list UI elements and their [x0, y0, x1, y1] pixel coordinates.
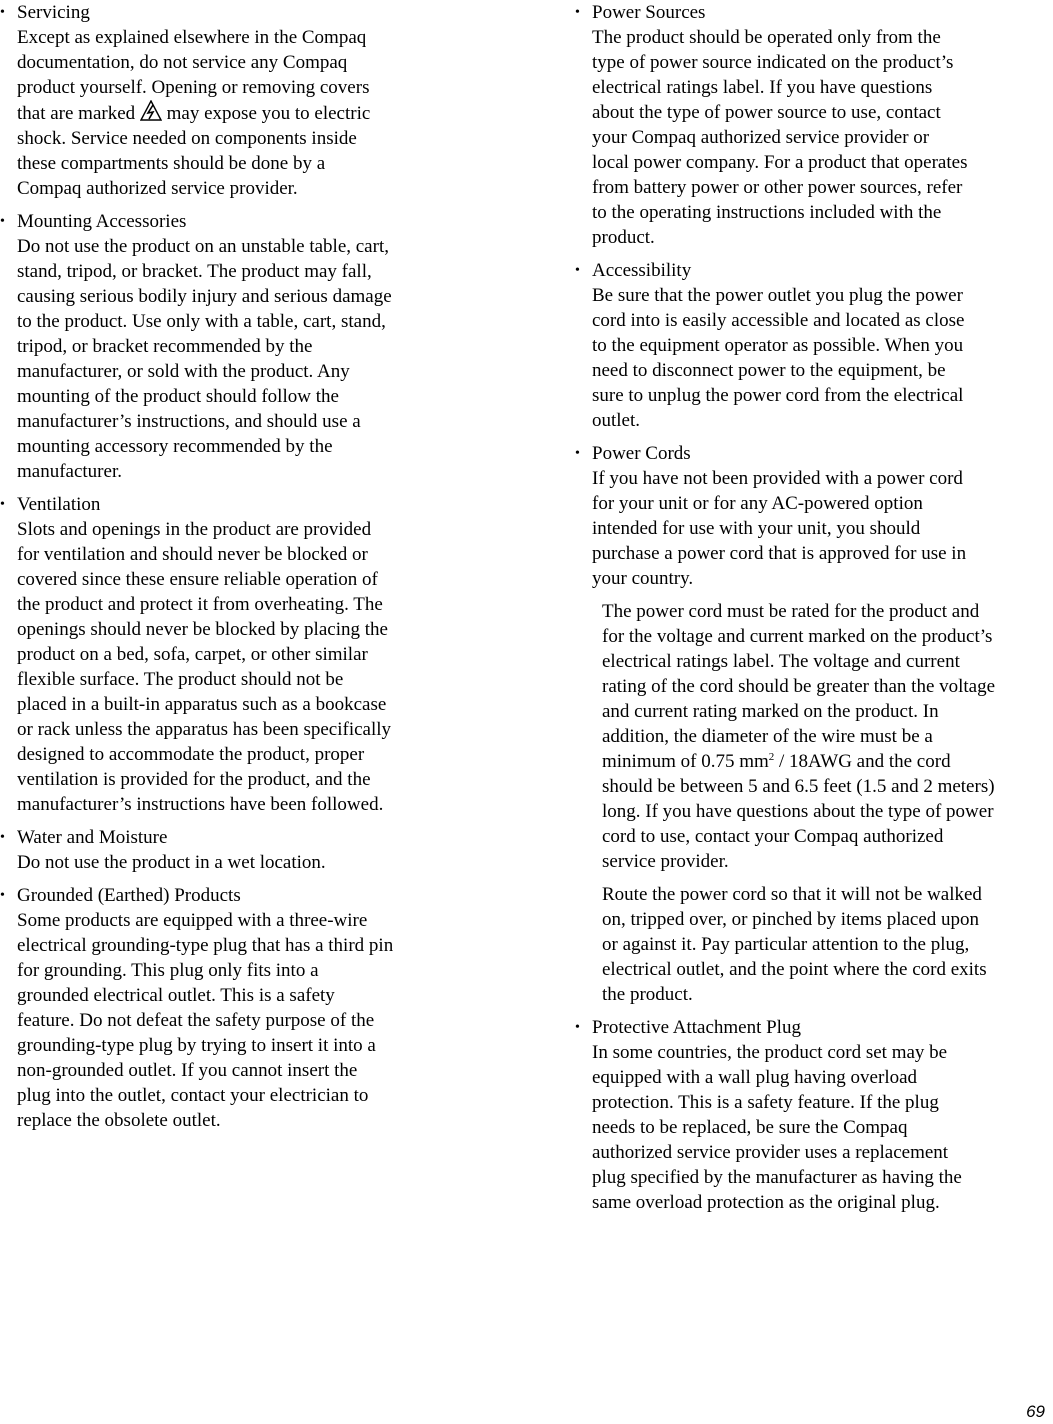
power-sources-line: electrical ratings label. If you have questions	[592, 77, 933, 98]
note-line: the product.	[602, 984, 693, 1005]
mounting-accessories-item	[0, 209, 440, 484]
power-cords-line: for your unit or for any AC-powered option	[592, 493, 923, 514]
power-sources-line: local power company. For a product that operates	[592, 152, 968, 173]
right-column	[575, 0, 1045, 1223]
note-line: cord to use, contact your Compaq authorized	[602, 826, 944, 847]
grounded-line: Some products are equipped with a three-wire	[17, 910, 368, 931]
protective-plug-line: needs to be replaced, be sure the Compaq	[592, 1117, 908, 1138]
protective-plug-line: same overload protection as the original plug.	[592, 1192, 940, 1213]
note-line-part: minimum of 0.75 mm	[602, 751, 769, 772]
servicing-line: product yourself. Opening or removing covers	[17, 77, 370, 98]
accessibility-heading: Accessibility	[592, 260, 692, 281]
note-line-part: / 18AWG and the cord	[774, 751, 951, 772]
water-moisture-item	[0, 825, 440, 875]
mounting-line: causing serious bodily injury and serious damage	[17, 286, 392, 307]
mounting-line: stand, tripod, or bracket. The product may fall,	[17, 261, 372, 282]
power-sources-line: to the operating instructions included with the	[592, 202, 942, 223]
water-moisture-heading: Water and Moisture	[17, 827, 168, 848]
bullet: •	[575, 263, 580, 278]
grounded-line: grounded electrical outlet. This is a safety	[17, 985, 335, 1006]
grounded-line: non-grounded outlet. If you cannot insert the	[17, 1060, 358, 1081]
accessibility-line: cord into is easily accessible and located as close	[592, 310, 965, 331]
mounting-line: mounting accessory recommended by the	[17, 436, 333, 457]
power-cords-line: intended for use with your unit, you should	[592, 518, 921, 539]
bullet: •	[0, 830, 5, 845]
power-cords-line: If you have not been provided with a power cord	[592, 468, 963, 489]
bullet: •	[0, 5, 5, 20]
note-line: for the voltage and current marked on the product’s	[602, 626, 993, 647]
protective-plug-heading: Protective Attachment Plug	[592, 1017, 801, 1038]
servicing-line-part: that are marked	[17, 103, 136, 124]
ventilation-line: the product and protect it from overheating. The	[17, 594, 383, 615]
accessibility-line: to the equipment operator as possible. When you	[592, 335, 964, 356]
ventilation-line: or rack unless the apparatus has been specifically	[17, 719, 392, 740]
power-sources-line: The product should be operated only from the	[592, 27, 941, 48]
note-line: electrical outlet, and the point where the cord exits	[602, 959, 987, 980]
servicing-line: shock. Service needed on components inside	[17, 128, 357, 149]
mounting-line: to the product. Use only with a table, cart, stand,	[17, 311, 386, 332]
grounded-line: electrical grounding-type plug that has a third pin	[17, 935, 394, 956]
power-cords-heading: Power Cords	[592, 443, 691, 464]
grounded-line: plug into the outlet, contact your electrician to	[17, 1085, 369, 1106]
mounting-line: manufacturer, or sold with the product. Any	[17, 361, 350, 382]
accessibility-line: Be sure that the power outlet you plug the power	[592, 285, 963, 306]
power-sources-heading: Power Sources	[592, 2, 706, 23]
grounded-line: grounding-type plug by trying to insert it into a	[17, 1035, 376, 1056]
note-line: should be between 5 and 6.5 feet (1.5 and 2 meters)	[602, 776, 995, 797]
superscript-2: 2	[768, 751, 775, 763]
servicing-item	[0, 0, 440, 201]
mounting-line: Do not use the product on an unstable table, cart,	[17, 236, 389, 257]
protective-plug-item	[575, 1015, 1045, 1215]
note-line-with-superscript	[602, 749, 1045, 774]
note-line: electrical ratings label. The voltage and current	[602, 651, 960, 672]
power-cords-item	[575, 441, 1045, 1007]
mounting-line: manufacturer’s instructions, and should use a	[17, 411, 361, 432]
ventilation-item	[0, 492, 440, 817]
accessibility-line: outlet.	[592, 410, 641, 431]
grounded-line: for grounding. This plug only fits into a	[17, 960, 319, 981]
mounting-line: manufacturer.	[17, 461, 122, 482]
grounded-line: replace the obsolete outlet.	[17, 1110, 221, 1131]
servicing-line: Compaq authorized service provider.	[17, 178, 298, 199]
note-line: or against it. Pay particular attention to the plug,	[602, 934, 970, 955]
protective-plug-line: protection. This is a safety feature. If the plug	[592, 1092, 939, 1113]
note-line: rating of the cord should be greater than the voltage	[602, 676, 996, 697]
mounting-line: mounting of the product should follow the	[17, 386, 339, 407]
bullet: •	[0, 497, 5, 512]
ventilation-heading: Ventilation	[17, 494, 101, 515]
page-number: 69	[1026, 1402, 1045, 1421]
ventilation-line: designed to accommodate the product, proper	[17, 744, 365, 765]
bullet: •	[575, 446, 580, 461]
bullet: •	[575, 5, 580, 20]
protective-plug-line: authorized service provider uses a replacement	[592, 1142, 949, 1163]
electric-shock-warning-icon	[140, 100, 162, 122]
accessibility-line: sure to unplug the power cord from the electrical	[592, 385, 964, 406]
bullet: •	[575, 1020, 580, 1035]
servicing-line: Except as explained elsewhere in the Compaq	[17, 27, 367, 48]
power-sources-line: your Compaq authorized service provider or	[592, 127, 930, 148]
bullet: •	[0, 888, 5, 903]
power-cords-line: your country.	[592, 568, 694, 589]
protective-plug-line: In some countries, the product cord set may be	[592, 1042, 948, 1063]
note-line: The power cord must be rated for the product and	[602, 601, 980, 622]
note-line: service provider.	[602, 851, 729, 872]
bullet: •	[0, 214, 5, 229]
water-line: Do not use the product in a wet location.	[17, 852, 326, 873]
power-cords-line: purchase a power cord that is approved for use in	[592, 543, 967, 564]
ventilation-line: ventilation is provided for the product, and the	[17, 769, 371, 790]
mounting-accessories-heading: Mounting Accessories	[17, 211, 187, 232]
servicing-line: documentation, do not service any Compaq	[17, 52, 348, 73]
ventilation-line: flexible surface. The product should not be	[17, 669, 344, 690]
power-sources-line: about the type of power source to use, contact	[592, 102, 941, 123]
accessibility-line: need to disconnect power to the equipment, be	[592, 360, 946, 381]
note-line: and current rating marked on the product. In	[602, 701, 939, 722]
servicing-line: these compartments should be done by a	[17, 153, 326, 174]
left-column	[0, 0, 440, 1141]
ventilation-line: for ventilation and should never be blocked or	[17, 544, 368, 565]
power-sources-line: product.	[592, 227, 655, 248]
protective-plug-line: equipped with a wall plug having overload	[592, 1067, 918, 1088]
grounded-products-heading: Grounded (Earthed) Products	[17, 885, 241, 906]
ventilation-line: product on a bed, sofa, carpet, or other similar	[17, 644, 368, 665]
power-cord-routing-note	[602, 882, 1045, 1007]
ventilation-line: manufacturer’s instructions have been followed.	[17, 794, 384, 815]
ventilation-line: covered since these ensure reliable operation of	[17, 569, 378, 590]
servicing-line-part: may expose you to electric	[166, 103, 371, 124]
note-line: Route the power cord so that it will not be walked	[602, 884, 982, 905]
ventilation-line: Slots and openings in the product are provided	[17, 519, 372, 540]
note-line: on, tripped over, or pinched by items placed upon	[602, 909, 980, 930]
protective-plug-line: plug specified by the manufacturer as having the	[592, 1167, 962, 1188]
ventilation-line: placed in a built-in apparatus such as a bookcase	[17, 694, 387, 715]
note-line: long. If you have questions about the type of power	[602, 801, 994, 822]
servicing-heading: Servicing	[17, 2, 90, 23]
servicing-line-with-icon	[17, 100, 440, 126]
note-line: addition, the diameter of the wire must be a	[602, 726, 933, 747]
accessibility-item	[575, 258, 1045, 433]
power-sources-line: type of power source indicated on the product’s	[592, 52, 954, 73]
power-sources-item	[575, 0, 1045, 250]
power-sources-line: from battery power or other power sources, refer	[592, 177, 963, 198]
grounded-line: feature. Do not defeat the safety purpose of the	[17, 1010, 375, 1031]
ventilation-line: openings should never be blocked by placing the	[17, 619, 388, 640]
mounting-line: tripod, or bracket recommended by the	[17, 336, 313, 357]
power-cord-rating-note	[602, 599, 1045, 874]
grounded-products-item	[0, 883, 440, 1133]
